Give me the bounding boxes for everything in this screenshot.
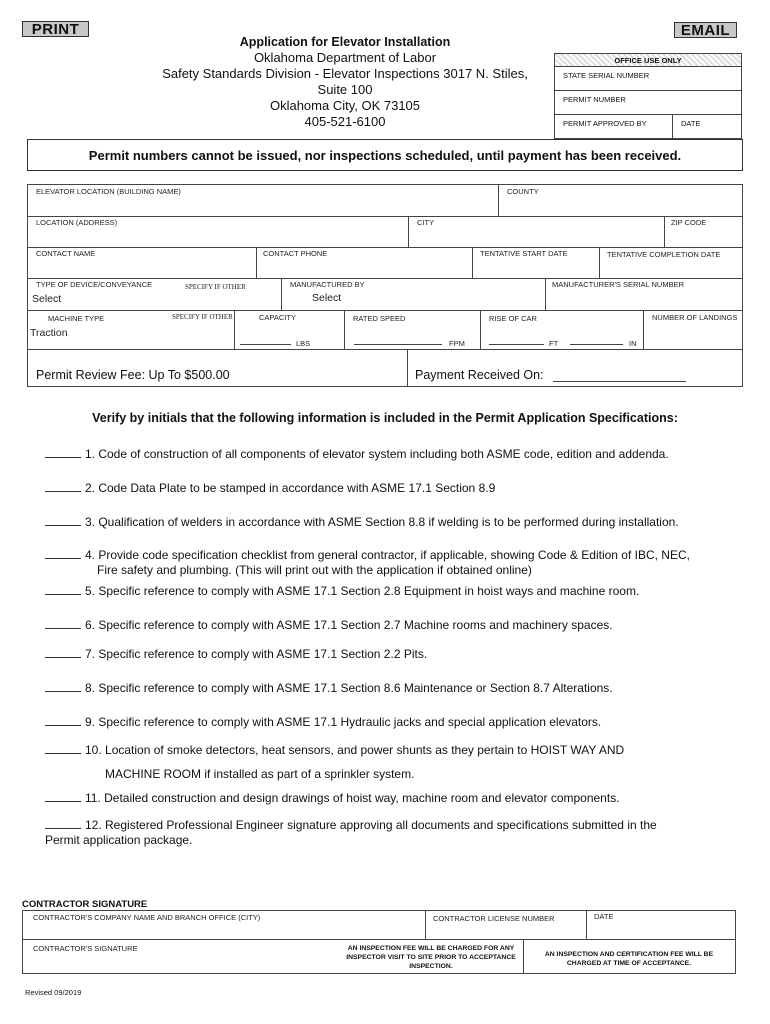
header-line: Suite 100	[317, 82, 373, 97]
machine-type-label: MACHINE TYPE	[48, 314, 105, 323]
checklist-item	[45, 715, 745, 730]
inspection-fee-note: AN INSPECTION FEE WILL BE CHARGED FOR ANY INSPECTOR VISIT TO SITE PRIOR TO ACCEPTANCE INSPECTION.	[346, 945, 516, 970]
checklist-item	[45, 818, 745, 848]
office-use-title: OFFICE USE ONLY	[555, 54, 741, 67]
initial-blank[interactable]	[45, 585, 81, 595]
checklist-item	[45, 743, 745, 782]
checklist-item	[45, 618, 745, 633]
payment-banner: Permit numbers cannot be issued, nor inspections scheduled, until payment has been received.	[27, 139, 743, 171]
office-use-box	[554, 53, 742, 139]
contact-name-label: CONTACT NAME	[36, 249, 96, 258]
form-header	[150, 34, 540, 130]
contractor-signature-box	[22, 910, 736, 974]
serial-number-input[interactable]	[546, 289, 743, 309]
device-type-select[interactable]: Select	[32, 293, 62, 305]
contact-phone-input[interactable]	[257, 258, 472, 278]
rise-of-car-label: RISE OF CAR	[489, 314, 537, 323]
completion-date-input[interactable]	[600, 258, 743, 278]
print-button[interactable]: PRINT	[22, 21, 89, 37]
payment-received-input[interactable]	[553, 381, 686, 382]
device-type-label: TYPE OF DEVICE/CONVEYANCE	[36, 280, 153, 289]
verify-heading: Verify by initials that the following information is included in the Permit Application Specifications:	[92, 411, 678, 425]
rise-ft-input[interactable]	[489, 344, 544, 345]
checklist-item	[45, 481, 745, 496]
permit-fee-text: Permit Review Fee: Up To $500.00	[36, 368, 230, 382]
initial-blank[interactable]	[45, 682, 81, 692]
zip-label: ZIP CODE	[671, 218, 707, 227]
manufactured-by-label: MANUFACTURED BY	[290, 280, 365, 289]
landings-input[interactable]	[644, 323, 743, 348]
contractor-date-input[interactable]	[587, 921, 736, 939]
checklist-item	[45, 681, 745, 696]
specify-other-label: SPECIFY IF OTHER	[185, 283, 246, 291]
permit-approved-label: PERMIT APPROVED BY	[563, 119, 647, 128]
initial-blank[interactable]	[45, 716, 81, 726]
initial-blank[interactable]	[45, 516, 81, 526]
email-button[interactable]: EMAIL	[674, 22, 737, 38]
serial-number-label: MANUFACTURER'S SERIAL NUMBER	[552, 280, 685, 289]
signature-label: CONTRACTOR'S SIGNATURE	[33, 944, 138, 953]
elevator-info-grid	[27, 184, 743, 387]
initial-blank[interactable]	[45, 819, 81, 829]
item-text: 3. Qualification of welders in accordance with ASME Section 8.8 if welding is to be performed during installation.	[85, 515, 679, 529]
license-label: CONTRACTOR LICENSE NUMBER	[433, 914, 555, 923]
item-text: 4. Provide code specification checklist from general contractor, if applicable, showing Code & Edition of IBC, NEC,	[85, 548, 690, 562]
initial-blank[interactable]	[45, 448, 81, 458]
license-input[interactable]	[426, 922, 586, 939]
state-serial-label: STATE SERIAL NUMBER	[563, 71, 650, 80]
revision-date: Revised 09/2019	[25, 988, 82, 997]
office-date-field[interactable]	[672, 115, 700, 139]
item-text-cont: MACHINE ROOM if installed as part of a sprinkler system.	[105, 767, 415, 781]
checklist-item	[45, 647, 745, 662]
item-text-cont: Permit application package.	[45, 833, 193, 847]
rated-speed-label: RATED SPEED	[353, 314, 406, 323]
completion-date-label: TENTATIVE COMPLETION DATE	[607, 250, 721, 259]
office-date-label: DATE	[681, 119, 701, 128]
company-label: CONTRACTOR'S COMPANY NAME AND BRANCH OFFICE (CITY)	[33, 913, 261, 922]
item-text-cont: Fire safety and plumbing. (This will print out with the application if obtained online)	[97, 563, 532, 577]
fpm-label: FPM	[449, 339, 465, 348]
item-text: 11. Detailed construction and design drawings of hoist way, machine room and elevator components.	[85, 791, 620, 805]
checklist-item	[45, 548, 745, 578]
item-text: 8. Specific reference to comply with ASME 17.1 Section 8.6 Maintenance or Section 8.7 Alterations.	[85, 681, 613, 695]
contractor-signature-title: CONTRACTOR SIGNATURE	[22, 899, 148, 910]
elevator-location-label: ELEVATOR LOCATION (BUILDING NAME)	[36, 187, 181, 196]
rated-speed-input[interactable]	[354, 344, 442, 345]
state-serial-field[interactable]	[555, 67, 741, 91]
start-date-label: TENTATIVE START DATE	[480, 249, 568, 258]
header-line: Safety Standards Division - Elevator Inspections 3017 N. Stiles,	[162, 66, 528, 81]
item-text: 10. Location of smoke detectors, heat sensors, and power shunts as they pertain to HOIST WAY AND	[85, 743, 625, 757]
initial-blank[interactable]	[45, 792, 81, 802]
item-text: 5. Specific reference to comply with ASME 17.1 Section 2.8 Equipment in hoist ways and machine room.	[85, 584, 640, 598]
payment-received-label: Payment Received On:	[415, 368, 544, 382]
county-input[interactable]	[499, 195, 743, 215]
capacity-input[interactable]	[240, 344, 291, 345]
county-label: COUNTY	[507, 187, 539, 196]
contractor-date-label: DATE	[594, 912, 614, 921]
specify-other-label: SPECIFY IF OTHER	[172, 313, 233, 321]
capacity-label: CAPACITY	[259, 313, 296, 322]
location-address-input[interactable]	[28, 227, 408, 247]
ft-label: FT	[549, 339, 559, 348]
form-title: Application for Elevator Installation	[239, 35, 451, 49]
initial-blank[interactable]	[45, 619, 81, 629]
checklist-item	[45, 791, 745, 806]
item-text: 6. Specific reference to comply with ASME 17.1 Section 2.7 Machine rooms and machinery spaces.	[85, 618, 613, 632]
item-text: 1. Code of construction of all components of elevator system including both ASME code, edition and addenda.	[85, 447, 669, 461]
lbs-label: LBS	[296, 339, 311, 348]
checklist-item	[45, 447, 745, 462]
header-line: Oklahoma City, OK 73105	[269, 98, 421, 113]
contact-name-input[interactable]	[28, 258, 256, 278]
signature-input[interactable]	[23, 953, 339, 974]
checklist-item	[45, 584, 745, 599]
manufacturer-select[interactable]: Select	[312, 292, 342, 304]
item-text: 9. Specific reference to comply with ASME 17.1 Hydraulic jacks and special application elevators.	[85, 715, 602, 729]
permit-approved-field[interactable]	[555, 115, 741, 139]
header-line: Oklahoma Department of Labor	[253, 50, 437, 65]
city-label: CITY	[417, 218, 435, 227]
zip-input[interactable]	[665, 227, 743, 247]
initial-blank[interactable]	[45, 549, 81, 559]
elevator-location-input[interactable]	[28, 195, 498, 215]
item-text: 12. Registered Professional Engineer signature approving all documents and specifications submitted in the	[85, 818, 657, 832]
contact-phone-label: CONTACT PHONE	[263, 249, 328, 258]
start-date-input[interactable]	[473, 258, 599, 278]
rise-in-input[interactable]	[570, 344, 623, 345]
machine-type-select[interactable]: Traction	[30, 327, 68, 339]
header-line: 405-521-6100	[304, 114, 386, 129]
checklist-item	[45, 515, 745, 530]
initial-blank[interactable]	[45, 648, 81, 658]
in-label: IN	[629, 339, 637, 348]
company-input[interactable]	[23, 921, 425, 939]
city-input[interactable]	[409, 227, 664, 247]
certification-fee-note: AN INSPECTION AND CERTIFICATION FEE WILL BE CHARGED AT TIME OF ACCEPTANCE.	[544, 951, 714, 967]
location-address-label: LOCATION (ADDRESS)	[36, 218, 118, 227]
initial-blank[interactable]	[45, 482, 81, 492]
initial-blank[interactable]	[45, 744, 81, 754]
permit-number-field[interactable]	[555, 91, 741, 115]
item-text: 7. Specific reference to comply with ASME 17.1 Section 2.2 Pits.	[85, 647, 428, 661]
landings-label: NUMBER OF LANDINGS	[652, 313, 738, 322]
permit-number-label: PERMIT NUMBER	[563, 95, 626, 104]
item-text: 2. Code Data Plate to be stamped in accordance with ASME 17.1 Section 8.9	[85, 481, 496, 495]
